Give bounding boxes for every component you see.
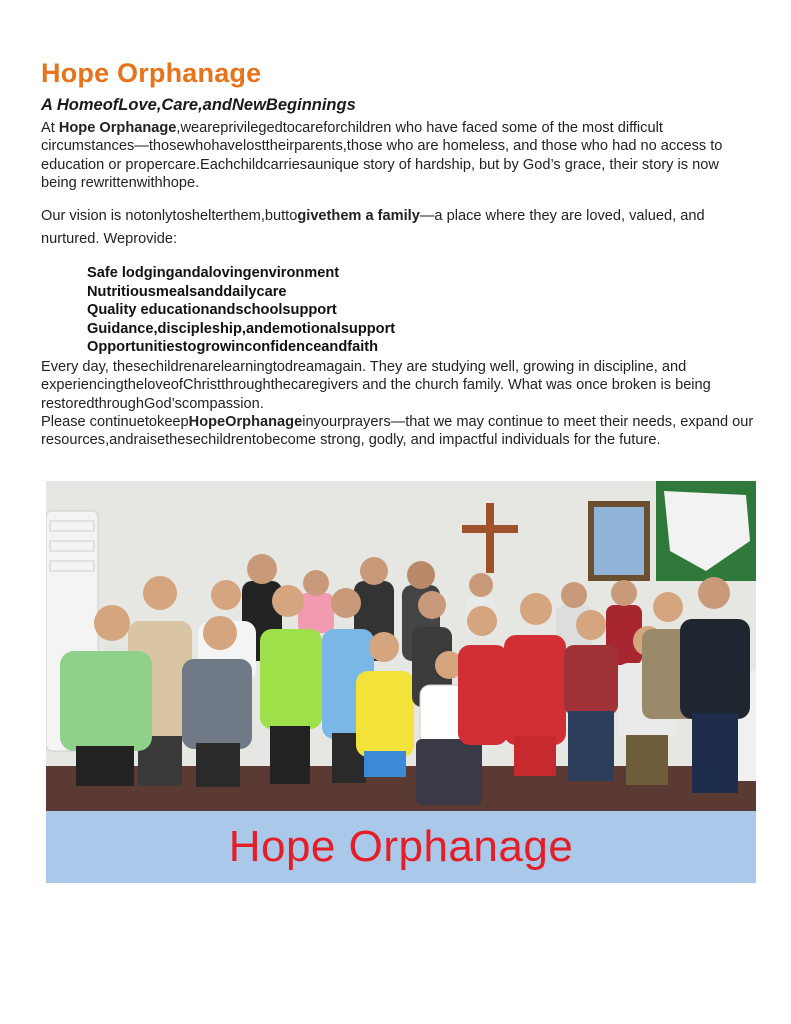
intro-pre: At [41, 120, 59, 136]
prayer-pre: Please continuetokeep [41, 414, 189, 430]
vision-bold: givethem a family [297, 208, 420, 224]
prayer-post: inyourprayers—that we may continue to meet their needs, expand our resources,andraisethesechildrentobecome strong, godly, and impactful individuals for the future. [41, 414, 754, 449]
list-item: Safe lodgingandalovingenvironment [87, 265, 340, 281]
page-subtitle: A HomeofLove,Care,andNewBeginnings [41, 96, 356, 114]
intro-text: ,weareprivilegedtocareforchildren who have faced some of the most difficult circumstances—thosewhohavelosttheirparents,those who are homeless, and those who had no access to education or propercare.Eachchildcarriesaunique story of hardship, but by God’s grace, their story is now being rewrittenwithhope. [41, 120, 723, 191]
group-photo-block [46, 481, 756, 883]
list-item: Guidance,discipleship,andemotionalsupport [87, 320, 396, 337]
prayer-paragraph [41, 413, 756, 450]
vision-post: —a place where they are loved, valued, and nurtured. Weprovide: [41, 208, 705, 247]
wall-frame-picture [594, 507, 644, 575]
group-photo [46, 481, 756, 811]
vision-pre: Our vision is notonlytoshelterthem,butto [41, 208, 298, 224]
daily-paragraph: Every day, thesechildrenarelearningtodreamagain. They are studying well, growing in discipline, and experiencingtheloveofChristthroughthecaregivers and the church family. What was once broken is being restoredthroughGod’scompassion. [41, 359, 711, 412]
intro-org-name: Hope Orphanage [58, 120, 177, 136]
photo-banner: Hope Orphanage [228, 822, 574, 871]
list-item: Nutritiousmealsanddailycare [87, 283, 287, 300]
provisions-list [87, 264, 395, 357]
intro-paragraph [41, 119, 756, 192]
list-item: Quality educationandschoolsupport [87, 302, 337, 318]
page-title: Hope Orphanage [41, 58, 262, 88]
prayer-bold: HopeOrphanage [188, 414, 303, 430]
vision-paragraph [41, 205, 756, 250]
list-item: Opportunitiestogrowinconfidenceandfaith [87, 339, 379, 355]
